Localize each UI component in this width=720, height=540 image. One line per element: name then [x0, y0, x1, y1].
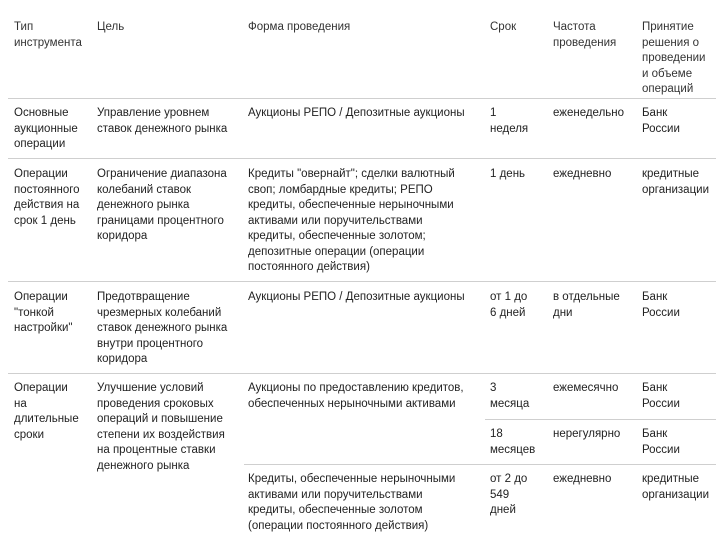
header-term: Срок [490, 21, 517, 33]
row4-goal: Улучшение условий проведения сроковых операций и повышение степени их воздействия на процентные ставки денежного рынка [97, 382, 225, 472]
row4-form: Аукционы по предоставлению кредитов, обеспеченных нерыночными активами [248, 382, 464, 410]
row3-frequency: в отдельные дни [553, 291, 620, 319]
row6-term: от 2 до 549 дней [490, 473, 528, 516]
header-frequency: Частота проведения [553, 21, 617, 49]
row3-form: Аукционы РЕПО / Депозитные аукционы [248, 291, 465, 303]
row-divider [8, 158, 716, 159]
row2-type: Операции постоянного действия на срок 1 день [14, 168, 80, 227]
row1-form: Аукционы РЕПО / Депозитные аукционы [248, 107, 465, 119]
row4-term: 3 месяца [490, 382, 530, 410]
header-type: Тип инструмента [14, 21, 82, 49]
row-divider [8, 373, 716, 374]
row5-term: 18 месяцев [490, 428, 536, 456]
row3-term: от 1 до 6 дней [490, 291, 528, 319]
row6-frequency: ежедневно [553, 473, 612, 485]
row6-form: Кредиты, обеспеченные нерыночными активами или поручительствами кредиты, обеспеченные золотом (операции постоянного действия) [248, 473, 456, 532]
row2-frequency: ежедневно [553, 168, 612, 180]
row5-decision: Банк России [642, 428, 680, 456]
row-divider [8, 281, 716, 282]
row2-term: 1 день [490, 168, 526, 180]
row1-frequency: еженедельно [553, 107, 625, 119]
subrow-divider [485, 419, 716, 420]
row2-form: Кредиты "овернайт"; сделки валютный своп; ломбардные кредиты; РЕПО кредиты, обеспеченные нерыночными активами или поручительствами кредиты, обеспеченные золотом; депозитные операции (операции постоянного действия) [248, 168, 455, 273]
row3-decision: Банк России [642, 291, 680, 319]
header-form: Форма проведения [248, 21, 351, 33]
subrow-divider [244, 464, 716, 465]
header-decision: Принятие решения о проведении и объеме операций [642, 21, 706, 95]
row5-frequency: нерегулярно [553, 428, 621, 440]
row1-term: 1 неделя [490, 107, 529, 135]
header-goal: Цель [97, 21, 125, 33]
row1-type: Основные аукционные операции [14, 107, 78, 150]
row1-decision: Банк России [642, 107, 680, 135]
row3-goal: Предотвращение чрезмерных колебаний ставок денежного рынка внутри процентного коридора [97, 291, 228, 365]
row1-goal: Управление уровнем ставок денежного рынка [97, 107, 228, 135]
row6-decision: кредитные организации [642, 473, 710, 501]
row3-type: Операции "тонкой настройки" [14, 291, 73, 334]
row4-decision: Банк России [642, 382, 680, 410]
row2-decision: кредитные организации [642, 168, 710, 196]
row-divider [8, 98, 716, 99]
row4-frequency: ежемесячно [553, 382, 619, 394]
row4-type: Операции на длительные сроки [14, 382, 79, 441]
row2-goal: Ограничение диапазона колебаний ставок денежного рынка границами процентного коридора [97, 168, 227, 242]
